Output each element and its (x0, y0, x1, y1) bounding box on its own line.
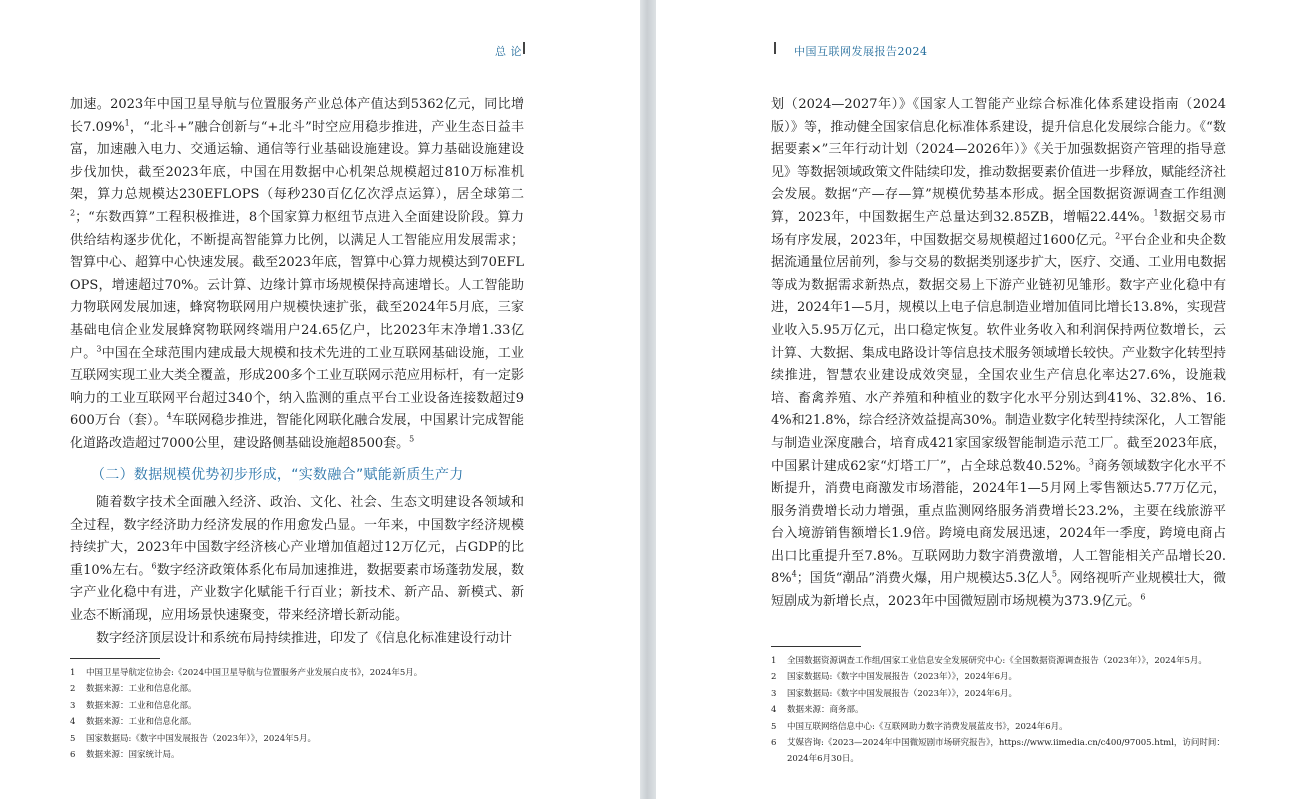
body-text (771, 94, 1226, 614)
footnote-ref[interactable]: 5 (409, 434, 415, 444)
footnotes (70, 658, 524, 763)
footnote-ref[interactable]: 2 (70, 208, 76, 218)
footnote-rule (771, 646, 861, 647)
paragraph: 划（2024—2027年）》《国家人工智能产业综合标准化体系建设指南（2024版）》等，推动健全国家信息化标准体系建设，提升信息化发展综合能力。《“数据要素×”三年行动计划（2024—2026年）》《关于加强数据资产管理的指导意见》等数据领域政策文件陆续印发，推动数据要素价值进一步释放，赋能经济社会发展。数据“产—存—算”规模优势基本形成。据全国数据资源调查工作组测算，2023年，中国数据生产总量达到32.85ZB，增幅22.44%。$^1$数据交易市场有序发展，2023年，中国数据交易规模超过1600亿元。$^2$平台企业和央企数据流通量位居前列，参与交易的数据类别逐步扩大，医疗、交通、工业用电数据等成为数据需求新热点，数据交易上下游产业链初见雏形。数字产业化稳中有进，2024年1—5月，规模以上电子信息制造业增加值同比增长13.8%，实现营业收入5.95万亿元，出口稳定恢复。软件业务收入和利润保持两位数增长，云计算、大数据、集成电路设计等信息技术服务领域增长较快。产业数字化转型持续推进，智慧农业建设成效突显，全国农业生产信息化率达27.6%，设施栽培、畜禽养殖、水产养殖和种植业的数字化水平分别达到41%、32.8%、16.4%和21.8%，综合经济效益提高30%。制造业数字化转型持续深化，人工智能与制造业深度融合，培育成421家国家级智能制造示范工厂。截至2023年底，中国累计建成62家“灯塔工厂”，占全球总数40.52%。$^3$商务领域数字化水平不断提升，消费电商激发市场潜能，2024年1—5月网上零售额达5.77万亿元，服务消费增长动力增强，重点监测网络服务消费增长23.2%，主要在线旅游平台入境游销售额增长1.9倍。跨境电商发展迅速，2024年一季度，跨境电商占出口比重提升至7.8%。互联网助力数字消费激增，人工智能相关产品增长20.8%$^4$；国货“潮品”消费火爆，用户规模达5.3亿人$^5$。网络视听产业规模壮大，微短剧成为新增长点，2023年中国微短剧市场规模为373.9亿元。$^6$ (771, 97, 1227, 610)
footnote-rule (70, 658, 160, 659)
footnote: 2 数据来源：工业和信息化部。 (70, 684, 197, 695)
footnote: 3 国家数据局:《数字中国发展报告（2023年）》，2024年6月。 (771, 688, 1018, 699)
footnote-ref[interactable]: 6 (1140, 592, 1146, 602)
footnote-ref[interactable]: 3 (1088, 457, 1094, 467)
footnote-ref[interactable]: 2 (1115, 231, 1121, 241)
body-text (70, 94, 524, 650)
section-heading: （二）数据规模优势初步形成，“实数融合”赋能新质生产力 (91, 466, 464, 483)
footnote-ref[interactable]: 6 (151, 561, 157, 571)
footnote-ref[interactable]: 4 (166, 411, 172, 421)
running-head: 中国互联网发展报告2024 (794, 45, 928, 58)
footnote: 1 全国数据资源调查工作组/国家工业信息安全发展研究中心:《全国数据资源调查报告（2023年）》，2024年5月。 (771, 656, 1207, 666)
footnote-ref[interactable]: 3 (96, 344, 102, 354)
right-page (656, 0, 1299, 799)
running-head-bar (774, 42, 776, 54)
footnote: 3 数据来源：工业和信息化部。 (70, 700, 197, 711)
paragraph: 数字经济顶层设计和系统布局持续推进，印发了《信息化标准建设行动计 (96, 630, 513, 646)
running-head: 总 论 (495, 45, 522, 58)
footnote: 5 国家数据局:《数字中国发展报告（2023年）》，2024年5月。 (70, 733, 317, 744)
book-gutter (640, 0, 656, 799)
footnote-ref[interactable]: 1 (1153, 208, 1159, 218)
footnote-ref[interactable]: 1 (124, 118, 130, 128)
paragraph: 随着数字技术全面融入经济、政治、文化、社会、生态文明建设各领域和全过程，数字经济助力经济发展的作用愈发凸显。一年来，中国数字经济规模持续扩大，2023年中国数字经济核心产业增加值超过12万亿元，占GDP的比重10%左右。$^6$数字经济政策体系化布局加速推进，数据要素市场蓬勃发展，数字产业化稳中有进，产业数字化赋能千行百业；新技术、新产品、新模式、新业态不断涌现，应用场景快速聚变，带来经济增长新动能。 (70, 495, 524, 624)
footnote: 6 数据来源：国家统计局。 (70, 750, 180, 761)
left-page (0, 0, 640, 799)
footnote: 2 国家数据局:《数字中国发展报告（2023年）》，2024年6月。 (771, 672, 1018, 683)
footnote-ref[interactable]: 5 (1051, 570, 1057, 580)
footnote: 4 数据来源：商务部。 (771, 705, 864, 716)
footnote: 5 中国互联网络信息中心:《互联网助力数字消费发展蓝皮书》，2024年6月。 (771, 721, 1068, 732)
footnote: 1 中国卫星导航定位协会:《2024中国卫星导航与位置服务产业发展白皮书》，2024年5月。 (70, 668, 423, 678)
running-head-bar (523, 42, 525, 54)
paragraph: 加速。2023年中国卫星导航与位置服务产业总体产值达到5362亿元，同比增长7.09%$^1$，“北斗+”融合创新与“+北斗”时空应用稳步推进，产业生态日益丰富，加速融入电力、交通运输、通信等行业基础设施建设。算力基础设施建设步伐加快，截至2023年底，中国在用数据中心机架总规模超过810万标准机架，算力总规模达230EFLOPS（每秒230百亿亿次浮点运算），居全球第二$^2$；“东数西算”工程积极推进，8个国家算力枢纽节点进入全面建设阶段。算力供给结构逐步优化，不断提高智能算力比例，以满足人工智能应用发展需求；智算中心、超算中心快速发展。截至2023年底，智算中心算力规模达到70EFLOPS，增速超过70%。云计算、边缘计算市场规模保持高速增长。人工智能助力物联网发展加速，蜂窝物联网用户规模快速扩张，截至2024年5月底，三家基础电信企业发展蜂窝物联网终端用户24.65亿户，比2023年末净增1.33亿户。$^3$中国在全球范围内建成最大规模和技术先进的工业互联网基础设施，工业互联网实现工业大类全覆盖，形成200多个工业互联网示范应用标杆，有一定影响力的工业互联网平台超过340个，纳入监测的重点平台工业设备连接数超过9600万台（套）。$^4$车联网稳步推进，智能化网联化融合发展，中国累计完成智能化道路改造超过7000公里，建设路侧基础设施超8500套。$^5$ (70, 97, 524, 451)
footnote: 4 数据来源：工业和信息化部。 (70, 717, 197, 728)
footnotes (771, 646, 1231, 768)
footnote: 6 艾媒咨询:《2023—2024年中国微短剧市场研究报告》，https://www.iimedia.cn/c400/97005.html，访问时间：2024年6月30日。 (771, 738, 1225, 765)
footnote-ref[interactable]: 4 (791, 570, 797, 580)
